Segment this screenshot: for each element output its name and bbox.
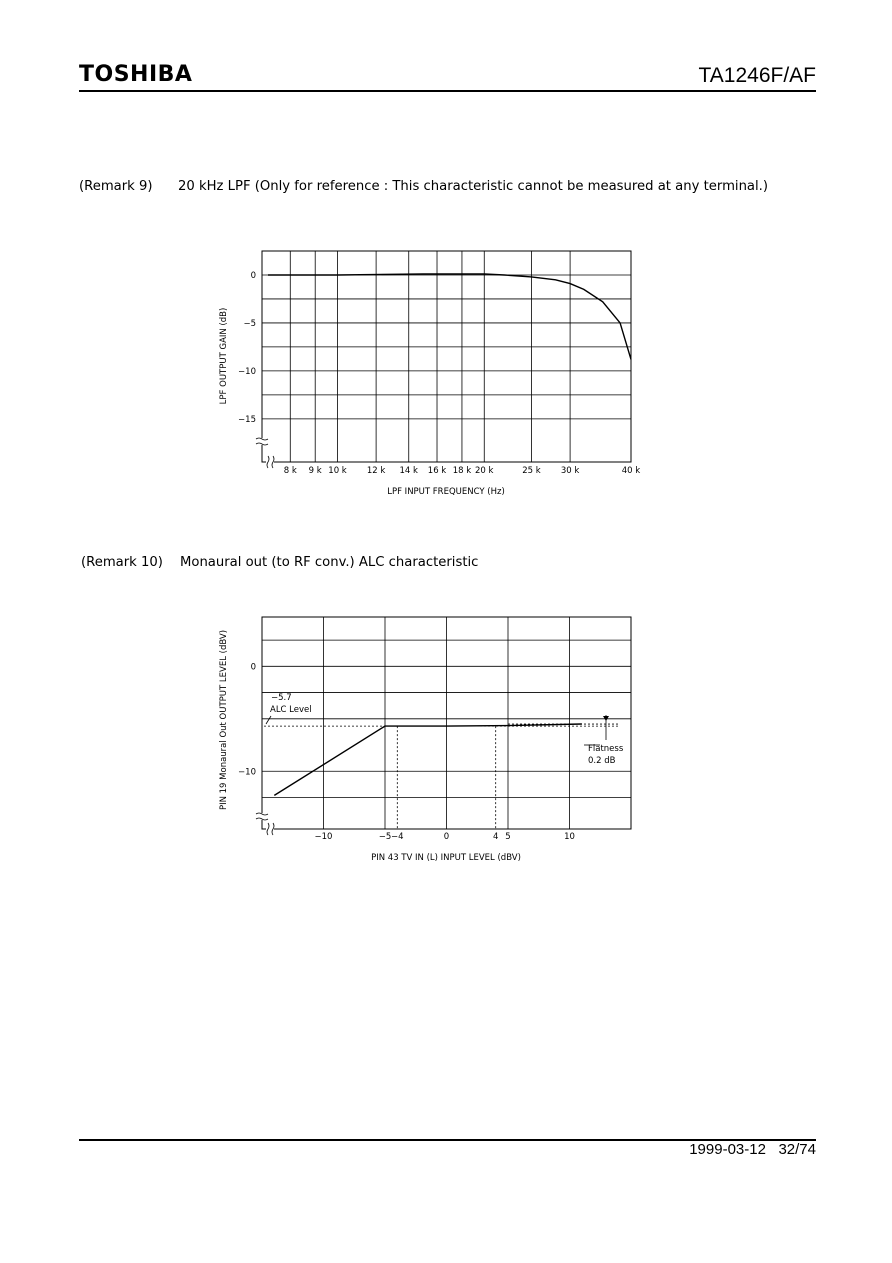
lpf-x-tick-label: 30 k xyxy=(560,466,580,476)
remark-10-tag: (Remark 10) xyxy=(81,555,163,570)
alc-axis-break-marks xyxy=(256,813,274,835)
remark-10-text: Monaural out (to RF conv.) ALC characteristic xyxy=(180,555,479,570)
lpf-x-tick-label: 9 k xyxy=(308,466,322,476)
alc-chart-y-ticks xyxy=(238,662,256,777)
alc-x-tick-label: −5 xyxy=(378,832,392,842)
remark-9-tag: (Remark 9) xyxy=(79,179,153,194)
alc-x-tick-label: 4 xyxy=(492,832,499,842)
lpf-x-tick-label: 18 k xyxy=(452,466,472,476)
lpf-x-tick-label: 14 k xyxy=(399,466,418,476)
footer-date: 1999-03-12 xyxy=(689,1141,766,1158)
lpf-x-tick-label: 25 k xyxy=(522,466,541,476)
alc-y-axis-label: PIN 19 Monaural Out OUTPUT LEVEL (dBV) xyxy=(219,629,229,811)
alc-output-curve xyxy=(274,724,582,795)
flatness-label: Flatness xyxy=(588,744,624,754)
alc-chart-x-ticks xyxy=(315,832,575,842)
alc-x-tick-label: 10 xyxy=(564,832,575,842)
toshiba-logo: TOSHIBA xyxy=(79,62,193,87)
alc-level-pointer xyxy=(266,716,271,724)
alc-x-tick-label: 0 xyxy=(443,832,450,842)
alc-x-axis-label: PIN 43 TV IN (L) INPUT LEVEL (dBV) xyxy=(371,853,521,863)
lpf-y-tick-label: −15 xyxy=(238,414,256,425)
alc-chart-grid xyxy=(262,617,631,829)
part-number: TA1246F/AF xyxy=(698,64,816,87)
lpf-y-tick-label: 0 xyxy=(250,270,256,281)
alc-level-value: −5.7 xyxy=(271,693,292,703)
footer xyxy=(689,1141,816,1158)
footer-page-number: 32/74 xyxy=(778,1141,816,1158)
flatness-value: 0.2 dB xyxy=(588,756,616,766)
lpf-x-tick-label: 10 k xyxy=(328,466,347,476)
alc-x-tick-label: 5 xyxy=(505,832,511,842)
lpf-y-axis-label: LPF OUTPUT GAIN (dB) xyxy=(219,307,229,405)
alc-x-tick-label: −4 xyxy=(391,832,404,842)
lpf-x-tick-label: 8 k xyxy=(283,466,297,476)
alc-guide-lines xyxy=(264,724,619,829)
lpf-x-axis-label: LPF INPUT FREQUENCY (Hz) xyxy=(387,487,505,497)
alc-y-tick-label: −10 xyxy=(238,767,256,778)
alc-y-tick-label: 0 xyxy=(250,662,256,673)
lpf-y-tick-label: −10 xyxy=(238,366,256,377)
lpf-x-tick-label: 12 k xyxy=(366,466,386,476)
lpf-x-tick-label: 16 k xyxy=(427,466,447,476)
lpf-y-tick-label: −5 xyxy=(243,318,256,329)
flatness-marker xyxy=(584,715,609,745)
lpf-x-tick-label: 20 k xyxy=(475,466,494,476)
remark-9-text: 20 kHz LPF (Only for reference : This characteristic cannot be measured at any terminal.) xyxy=(178,179,769,194)
lpf-x-tick-label: 40 k xyxy=(621,466,641,476)
alc-level-label: ALC Level xyxy=(270,705,312,715)
alc-x-tick-label: −10 xyxy=(314,832,333,842)
